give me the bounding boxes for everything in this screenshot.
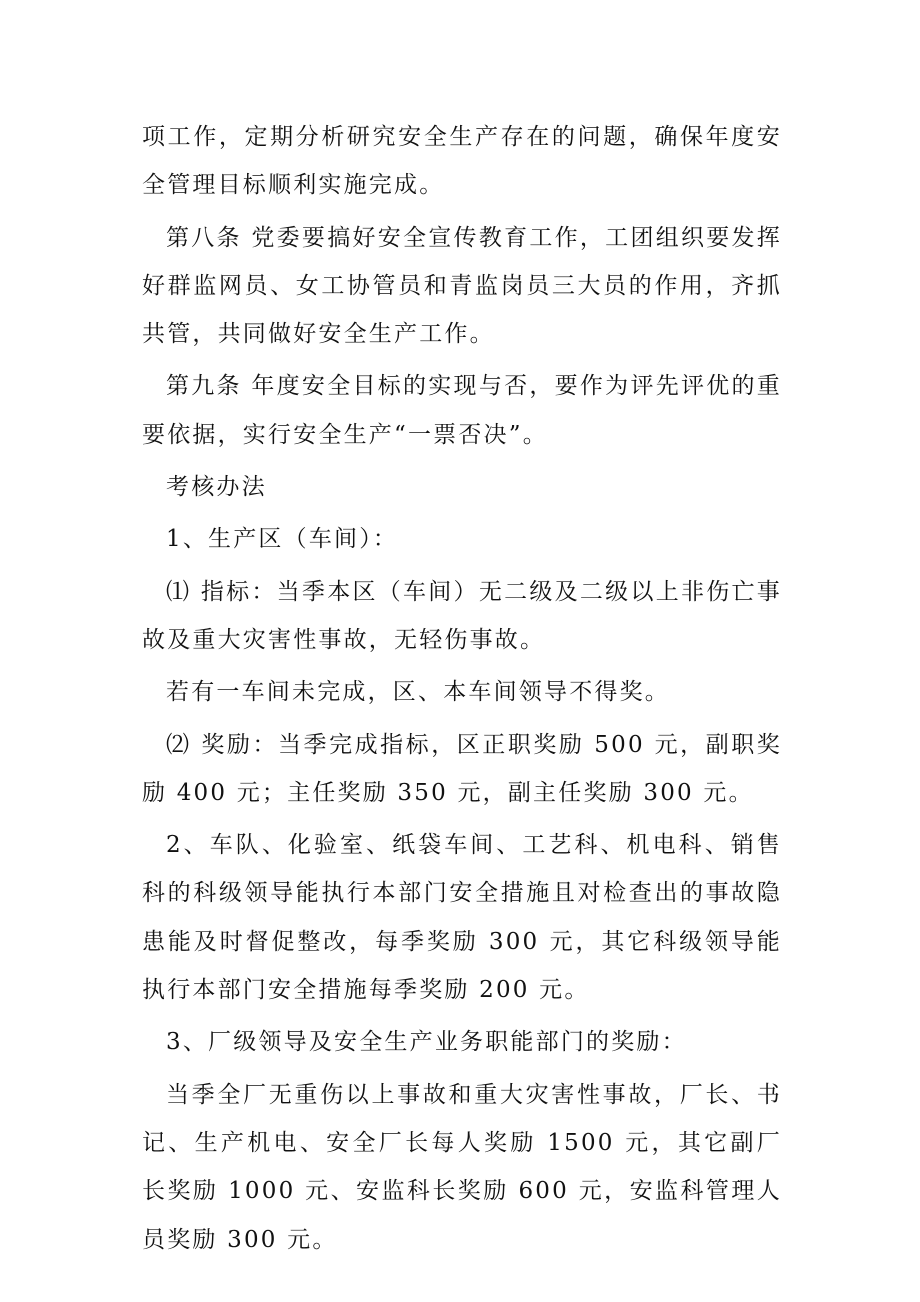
paragraph-continuation: 项工作，定期分析研究安全生产存在的问题，确保年度安全管理目标顺利实施完成。 [142,124,782,199]
paragraph-workshop-rule: 若有一车间未完成，区、本车间领导不得奖。 [166,679,670,706]
paragraph-production-area: 1、生产区（车间）： [166,526,399,553]
paragraph-departments: 2、车队、化验室、纸袋车间、工艺科、机电科、销售科的科级领导能执行本部门安全措施且对检查出的事故隐患能及时督促整改，每季奖励 300 元，其它科级领导能执行本部门安全措施每季奖励 200 元。 [142,832,782,1004]
document-body [142,113,782,1264]
paragraph-article-8: 第八条 党委要搞好安全宣传教育工作，工团组织要发挥好群监网员、女工协管员和青监岗员三大员的作用，齐抓共管，共同做好安全生产工作。 [142,224,782,348]
paragraph-reward: ⑵ 奖励：当季完成指标，区正职奖励 500 元，副职奖励 400 元；主任奖励 350 元，副主任奖励 300 元。 [142,731,782,806]
paragraph-plant-reward: 当季全厂无重伤以上事故和重大灾害性事故，厂长、书记、生产机电、安全厂长每人奖励 1500 元，其它副厂长奖励 1000 元、安监科长奖励 600 元，安监科管理人员奖励 300 元。 [142,1081,782,1253]
section-heading-assessment: 考核办法 [166,474,267,501]
paragraph-article-9: 第九条 年度安全目标的实现与否，要作为评先评优的重要依据，实行安全生产“一票否决”。 [142,373,782,448]
paragraph-plant-leaders: 3、厂级领导及安全生产业务职能部门的奖励： [166,1029,687,1056]
paragraph-indicator: ⑴ 指标：当季本区（车间）无二级及二级以上非伤亡事故及重大灾害性事故，无轻伤事故。 [142,578,782,653]
